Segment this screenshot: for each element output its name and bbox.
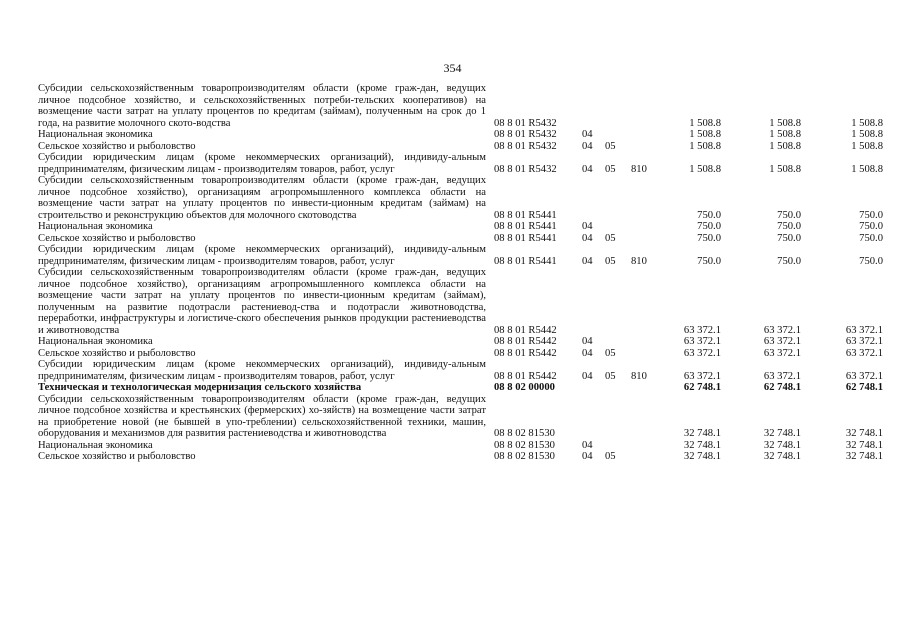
amount-year-2: 750.0	[777, 209, 801, 221]
row-name: Национальная экономика	[38, 336, 153, 347]
row-name: Техническая и технологическая модернизация сельского хозяйства	[38, 382, 362, 393]
row-name: Национальная экономика	[38, 439, 153, 451]
amount-year-1: 62 748.1	[683, 382, 721, 393]
table-row	[38, 175, 883, 221]
amount-year-1: 32 748.1	[683, 451, 721, 462]
amount-year-3: 1 508.8	[851, 117, 883, 129]
section-code: 04	[582, 221, 593, 232]
subsection-code: 05	[605, 451, 616, 462]
amount-year-1: 32 748.1	[683, 428, 721, 439]
target-code: 08 8 01 R5441	[494, 221, 557, 232]
subsection-code: 05	[605, 255, 616, 267]
amount-year-2: 1 508.8	[769, 129, 801, 140]
table-row	[38, 359, 883, 382]
amount-year-2: 1 508.8	[769, 163, 801, 175]
expense-type-code: 810	[631, 255, 647, 267]
amount-year-2: 32 748.1	[763, 451, 801, 462]
row-name: Национальная экономика	[38, 221, 153, 232]
section-code: 04	[582, 255, 593, 267]
amount-year-1: 32 748.1	[683, 439, 721, 451]
row-name: Сельское хозяйство и рыболовство	[38, 451, 196, 462]
amount-year-3: 750.0	[859, 209, 883, 221]
amount-year-3: 750.0	[859, 255, 883, 267]
row-name: Национальная экономика	[38, 129, 153, 140]
row-name: Сельское хозяйство и рыболовство	[38, 140, 196, 152]
amount-year-3: 32 748.1	[845, 451, 883, 462]
section-code: 04	[582, 347, 593, 359]
amount-year-1: 63 372.1	[683, 336, 721, 347]
amount-year-1: 63 372.1	[683, 370, 721, 382]
amount-year-2: 63 372.1	[763, 347, 801, 359]
table-row	[38, 382, 883, 394]
row-name: Субсидии юридическим лицам (кроме некоммерческих организаций), индивиду-альным предпринимателям, физическим лицам - производителям товаров, работ, услуг	[38, 152, 486, 175]
amount-year-3: 63 372.1	[845, 370, 883, 382]
amount-year-1: 750.0	[697, 221, 721, 232]
subsection-code: 05	[605, 163, 616, 175]
subsection-code: 05	[605, 347, 616, 359]
amount-year-2: 1 508.8	[769, 117, 801, 129]
amount-year-1: 1 508.8	[689, 117, 721, 129]
target-code: 08 8 01 R5442	[494, 347, 557, 359]
amount-year-3: 1 508.8	[851, 163, 883, 175]
amount-year-3: 750.0	[859, 221, 883, 232]
table-row	[38, 440, 883, 452]
amount-year-2: 1 508.8	[769, 140, 801, 152]
table-row	[38, 244, 883, 267]
target-code: 08 8 01 R5432	[494, 117, 557, 129]
target-code: 08 8 01 R5442	[494, 370, 557, 382]
row-name: Субсидии сельскохозяйственным товаропроизводителям области (кроме граж-дан, ведущих личное подсобное хозяйство), организациям агропромышленного комплекса области на возмещение части затрат на уплату процентов по инвести-ционным кредитам (займам), полученным на развитие подотрасли растениевод-ства и подотрасли животноводства, переработки, инфраструктуры и логистиче-ского обеспечения рынков продукции растениеводства и животноводства	[38, 267, 486, 336]
budget-table	[38, 83, 883, 463]
amount-year-2: 750.0	[777, 255, 801, 267]
table-row	[38, 348, 883, 360]
target-code: 08 8 01 R5441	[494, 255, 557, 267]
target-code: 08 8 02 81530	[494, 451, 555, 462]
target-code: 08 8 01 R5441	[494, 209, 557, 221]
amount-year-2: 32 748.1	[763, 439, 801, 451]
row-name: Сельское хозяйство и рыболовство	[38, 347, 196, 359]
expense-type-code: 810	[631, 163, 647, 175]
table-row	[38, 83, 883, 129]
amount-year-2: 750.0	[777, 232, 801, 244]
target-code: 08 8 01 R5441	[494, 232, 557, 244]
row-name: Субсидии сельскохозяйственным товаропроизводителям области (кроме граж-дан, ведущих личное подсобное хозяйство, и сельскохозяйственных потреби-тельских кооперативов) на возмещение части затрат на уплату процентов по кредитам (займам), полученным на срок до 1 года, на развитие молочного ското-водства	[38, 83, 486, 129]
page-number: 354	[443, 61, 462, 75]
table-row	[38, 394, 883, 440]
table-row	[38, 141, 883, 153]
amount-year-3: 62 748.1	[845, 382, 883, 393]
amount-year-3: 63 372.1	[845, 347, 883, 359]
row-name: Субсидии юридическим лицам (кроме некоммерческих организаций), индивиду-альным предпринимателям, физическим лицам - производителям товаров, работ, услуг	[38, 244, 486, 267]
table-row	[38, 152, 883, 175]
amount-year-2: 63 372.1	[763, 370, 801, 382]
amount-year-1: 750.0	[697, 232, 721, 244]
amount-year-3: 1 508.8	[851, 129, 883, 140]
amount-year-3: 63 372.1	[845, 324, 883, 336]
row-name: Субсидии сельскохозяйственным товаропроизводителям области (кроме граж-дан, ведущих личное подсобное хозяйства и крестьянских (фермерских) хо-зяйств) на возмещение части затрат на приобретение новой (не бывшей в упо-треблении) сельскохозяйственной техники, машин, оборудования и механизмов для развития растениеводства и животноводства	[38, 393, 486, 439]
target-code: 08 8 02 81530	[494, 428, 555, 439]
section-code: 04	[582, 439, 593, 451]
target-code: 08 8 02 81530	[494, 439, 555, 451]
amount-year-1: 750.0	[697, 209, 721, 221]
target-code: 08 8 01 R5432	[494, 163, 557, 175]
amount-year-3: 32 748.1	[845, 428, 883, 439]
table-row	[38, 233, 883, 245]
subsection-code: 05	[605, 140, 616, 152]
section-code: 04	[582, 451, 593, 462]
table-row	[38, 336, 883, 348]
expense-type-code: 810	[631, 370, 647, 382]
subsection-code: 05	[605, 232, 616, 244]
row-name: Субсидии сельскохозяйственным товаропроизводителям области (кроме граж-дан, ведущих личное подсобное хозяйство), организациям агропромышленного комплекса области на возмещение части затрат на уплату процентов по инвести-ционным кредитам (займам) на строительство и реконструкцию объектов для молочного скотоводства	[38, 175, 486, 221]
section-code: 04	[582, 336, 593, 347]
target-code: 08 8 02 00000	[494, 382, 555, 393]
amount-year-3: 1 508.8	[851, 140, 883, 152]
target-code: 08 8 01 R5442	[494, 324, 557, 336]
row-name: Сельское хозяйство и рыболовство	[38, 232, 196, 244]
amount-year-1: 63 372.1	[683, 347, 721, 359]
amount-year-1: 1 508.8	[689, 140, 721, 152]
amount-year-2: 750.0	[777, 221, 801, 232]
target-code: 08 8 01 R5442	[494, 336, 557, 347]
table-row	[38, 129, 883, 141]
table-row	[38, 451, 883, 463]
amount-year-1: 63 372.1	[683, 324, 721, 336]
target-code: 08 8 01 R5432	[494, 129, 557, 140]
amount-year-2: 32 748.1	[763, 428, 801, 439]
amount-year-1: 1 508.8	[689, 129, 721, 140]
amount-year-3: 32 748.1	[845, 439, 883, 451]
target-code: 08 8 01 R5432	[494, 140, 557, 152]
amount-year-2: 62 748.1	[763, 382, 801, 393]
section-code: 04	[582, 129, 593, 140]
subsection-code: 05	[605, 370, 616, 382]
amount-year-2: 63 372.1	[763, 336, 801, 347]
amount-year-1: 1 508.8	[689, 163, 721, 175]
section-code: 04	[582, 163, 593, 175]
table-row	[38, 221, 883, 233]
amount-year-1: 750.0	[697, 255, 721, 267]
amount-year-2: 63 372.1	[763, 324, 801, 336]
row-name: Субсидии юридическим лицам (кроме некоммерческих организаций), индивиду-альным предпринимателям, физическим лицам - производителям товаров, работ, услуг	[38, 359, 486, 382]
table-row	[38, 267, 883, 336]
amount-year-3: 750.0	[859, 232, 883, 244]
section-code: 04	[582, 232, 593, 244]
section-code: 04	[582, 140, 593, 152]
amount-year-3: 63 372.1	[845, 336, 883, 347]
section-code: 04	[582, 370, 593, 382]
